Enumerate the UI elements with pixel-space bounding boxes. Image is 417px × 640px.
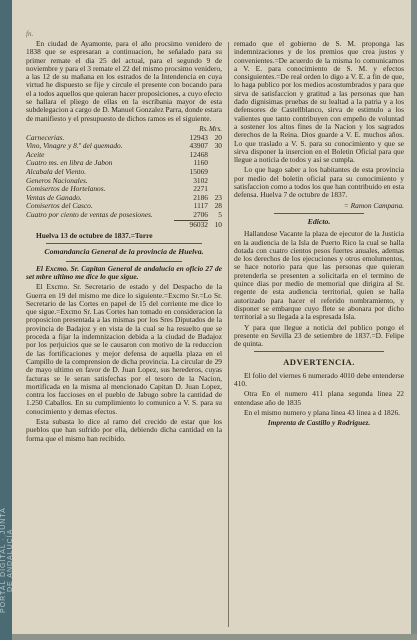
continuation-paragraph: remado que el gobierno de S. M. proponga las indemnizaciones y de los premios que crea justos y convenientes.=De acuerdo de la misma lo comunicamos a V. E. para conocimiento de S. M. y efectos consiguientes.=De real orden lo digo a V. E. a fin de que, lo haga publico por los medios acostumbrados y para que sirva de satisfaccion y gratitud a las personas que han dado dignisimas pruebas de su lealtad a la patria y a los defensores de Castellblanco, sirva de estimulo a los valientes que tanto contribuyen con empeño de voluntad a sostener los altos fines de la Nacion y los sagrados derechos de la Reina. Dios guarde a V. E. muchos años. Lo que traslado a V. S. para su conocimiento y que se sirva disponer la insercion en el Boletin Oficial para que llegue a noticia de todos y asi se cumpla. bbox=[234, 39, 404, 165]
ledger-row: Ventas de Ganado. 2186 23 bbox=[26, 192, 222, 202]
ledger-row: Comisertos del Casco. 1117 28 bbox=[26, 201, 222, 211]
section-heading-edicto: Edicto. bbox=[307, 216, 331, 226]
ledger-header-reales: Rs. bbox=[199, 124, 208, 133]
edicto-body: Hallandose Vacante la plaza de ejecutor de la Justicia en la audiencia de la Isla de Puerto Rico la cual se halla dotada con cuatro cientos pesos fuertes anuales, ademas de los derechos de los ejecuciones y otros emolumentos, se hace notorio para que las personas que quieran pretenderla se presenten a solicitarla en el termino de quince dias por medio de memorial que dirigira al Sr. regente de esta audiencia territorial, quien se halla autorizado para hacer el referido nombramiento, y disponer se embarque cuyo flete se abonara por dicho territorial a su llegada a la espresada Isla. bbox=[234, 229, 404, 322]
advertencia-item: El folio del viernes 6 numerado 4010 debe entenderse 410. bbox=[234, 370, 404, 388]
section-heading-advertencia: ADVERTENCIA. bbox=[283, 357, 355, 368]
ledger-row: Vino, Vinagre y 8.º del quemado. 43907 30 bbox=[26, 141, 222, 151]
edicto-body-2: Y para que llegue a noticia del publico pongo el presente en Sevilla 23 de setiembre de 1837.=D. Felipe de quinta. bbox=[234, 322, 404, 349]
advertencia-item: Otra En el numero 411 plana segunda linea 22 entendase año de 1835 bbox=[234, 389, 404, 407]
section-heading-comandancia: Comandancia General de la provincia de Huelva. bbox=[44, 247, 204, 257]
continuation-signature: = Ramon Campana. bbox=[343, 200, 404, 210]
advertencia-item: En el mismo numero y plana linea 43 linea a d 1826. bbox=[244, 407, 400, 417]
ledger-dateline: Huelva 13 de octubre de 1837.=Torre bbox=[36, 231, 153, 241]
page-edge-bottom bbox=[12, 634, 417, 640]
printer-imprint: Imprenta de Castillo y Rodriguez. bbox=[267, 418, 371, 428]
excmo-body-tail: Esta subasta lo dice al ramo del crecido de estar que los pueblos que han sufrido por ella, debiendo dicha cantidad en la forma que el mismo han recibido. bbox=[26, 417, 222, 443]
ledger-row: Cuatro ms. en libra de Jabon 1160 bbox=[26, 158, 208, 168]
ledger-total-mrs: 10 bbox=[214, 219, 222, 229]
ledger-row: Generos Nacionales. 3102 bbox=[26, 175, 208, 185]
excmo-heading: El Excmo. Sr. Capitan General de andalucia en oficio 27 de set mbre ultimo me dice lo que sigue. bbox=[26, 263, 222, 281]
budget-ledger bbox=[26, 125, 222, 229]
left-column bbox=[26, 40, 222, 445]
ledger-row: Carnecerias. 12943 20 bbox=[26, 132, 222, 142]
page-top-stub: fn. bbox=[26, 30, 34, 38]
section-divider bbox=[254, 351, 384, 352]
ledger-total-row bbox=[26, 220, 222, 229]
ledger-total-reales: 96032 bbox=[174, 220, 208, 229]
ledger-row: Aceite 12468 bbox=[26, 149, 208, 159]
section-divider bbox=[46, 243, 202, 244]
section-divider bbox=[274, 213, 364, 214]
ledger-row: Alcabala del Viento. 15069 bbox=[26, 166, 208, 176]
archive-stamp: PORTAL DIGITAL · JUNTA DE ANDALUCÍA bbox=[0, 507, 14, 613]
column-divider bbox=[228, 42, 229, 627]
ledger-header-mrs: Mrs. bbox=[208, 124, 222, 133]
ledger-row: Cuatro por ciento de ventas de posesiones. 2706 5 bbox=[26, 209, 222, 220]
excmo-body: El Excmo. Sr. Secretario de estado y del Despacho de la Guerra en 19 del mismo me dice lo siguiente.=Excmo Sr.=Lo Sr. Secretario de las Cortes en papel de 15 del corriente me dice lo que sigue.=Excmo Sr. Las Cortes han tomado en consideracion la proposicion presentada a las mismas por los Sres Diputados de la provincia de Badajoz y en vista de la cual se ha resuelto que se proceda a fijar la indemnizacion debida a la ciudad de Badajoz por los perjuicios que se le causaron con motivo de la reduccion de las fortificaciones y mejor defensa de aquella plaza en el Campillo de la comprension de dicha provincia. La circular de 29 de mayo ultimo en favor de D. Juan Lopez, sus herederos, cuyas facturas se le seran satisfechas por el tesoro de la Nacion, mortificada en la misma al mencionado Capitan D. Juan Lopez, contra los faccioses en el pueblo de Jabugo sobre la cantidad de 1.250 Caballos. En su cumplimiento lo comunico a V. S. para su conocimiento y demas efectos. bbox=[26, 282, 222, 416]
page-edge-right bbox=[411, 0, 417, 640]
intro-paragraph: En ciudad de Ayamonte, para el año procsimo venidero de 1838 que se espresaran a continuacion, he señalado para su primer remate el dia 25 del actual, para el segundo 9 de noviembre y para el 3 remate el 22 del mismo procsimo venidero, a las 12 de su mañana en los estrados de la Intendencia en cuya virtud he dispuesto se fije y circule el presente con bocando para el a todos aquellos que quieran hacer proposiciones, a cuyo efecto se hallara el pliego de ellas en la escribania mayor de esta subdelegacion a cargo de D. Manuel Gonzalez Parra, donde estara de manifiesto y el presupuesto de dichos ramos es el siguiente. bbox=[26, 39, 222, 123]
section-divider bbox=[66, 261, 182, 262]
continuation-paragraph-2: Lo que hago saber a los habitantes de esta provincia por medio del boletin oficial para su conocimiento y satisfaccion como a todos los que han contribuido en esta defensa. Huelva 7 de octubre de 1837. bbox=[234, 165, 404, 200]
ledger-row: Comisertos de Hortelanos. 2271 bbox=[26, 184, 208, 194]
right-column bbox=[234, 40, 404, 429]
